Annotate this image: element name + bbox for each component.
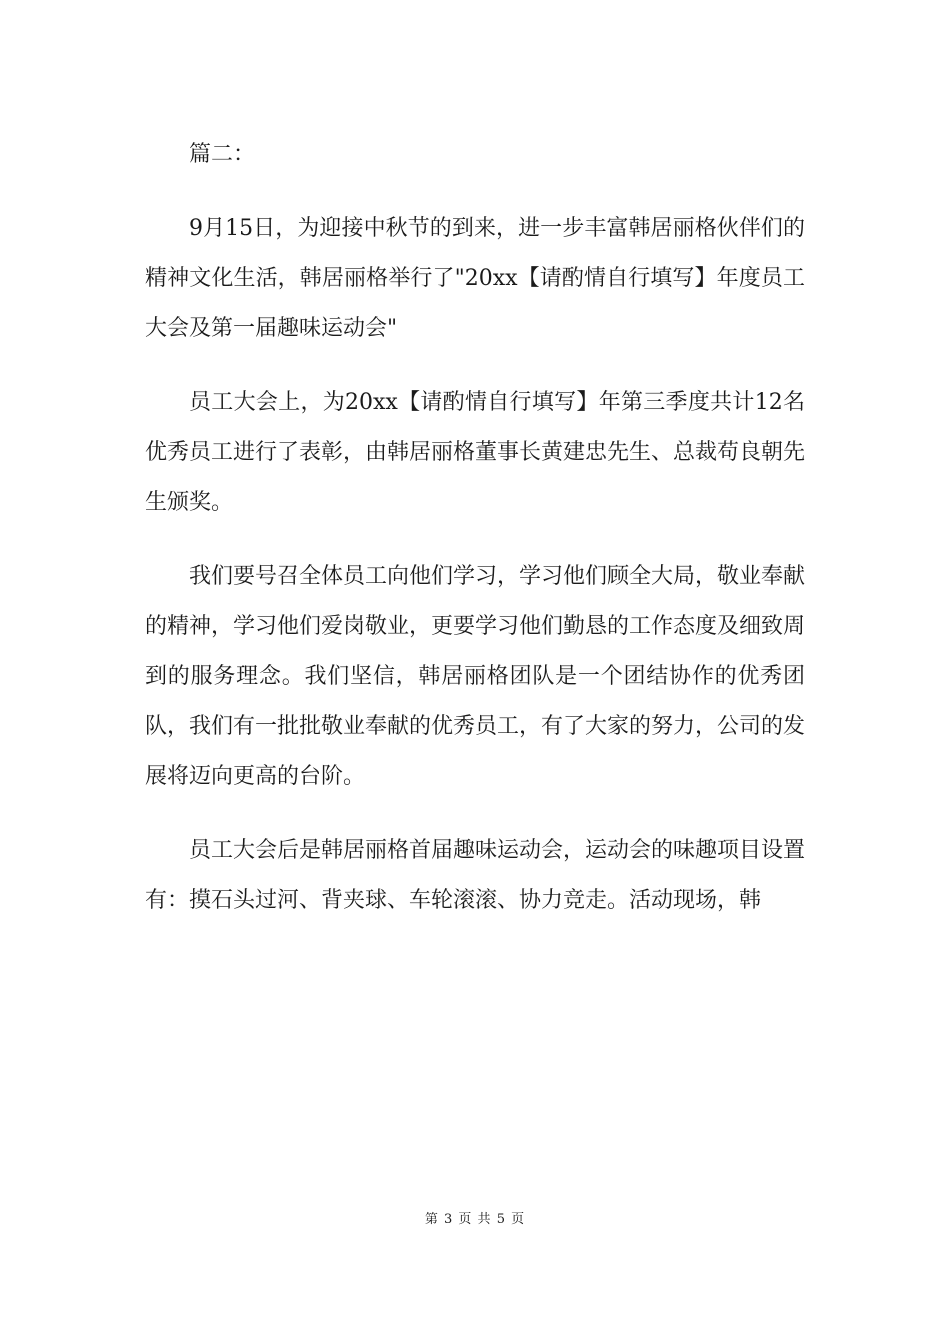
paragraph-4: 员工大会后是韩居丽格首届趣味运动会，运动会的味趣项目设置有：摸石头过河、背夹球、车轮滚滚、协力竞走。活动现场，韩 (145, 838, 806, 913)
paragraph-2: 员工大会上，为20xx【请酌情自行填写】年第三季度共计12名优秀员工进行了表彰，由韩居丽格董事长黄建忠先生、总裁苟良朝先生颁奖。 (145, 390, 806, 515)
document-body (145, 130, 805, 950)
paragraph-1: 9月15日，为迎接中秋节的到来，进一步丰富韩居丽格伙伴们的精神文化生活，韩居丽格举行了"20xx【请酌情自行填写】年度员工大会及第一届趣味运动会" (145, 216, 805, 341)
paragraph-3: 我们要号召全体员工向他们学习，学习他们顾全大局，敬业奉献的精神，学习他们爱岗敬业，更要学习他们勤恳的工作态度及细致周到的服务理念。我们坚信，韩居丽格团队是一个团结协作的优秀团队，我们有一批批敬业奉献的优秀员工，有了大家的努力，公司的发展将迈向更高的台阶。 (145, 564, 806, 789)
page-number-footer: 第 3 页 共 5 页 (424, 1212, 526, 1227)
section-heading: 篇二： (189, 142, 256, 167)
